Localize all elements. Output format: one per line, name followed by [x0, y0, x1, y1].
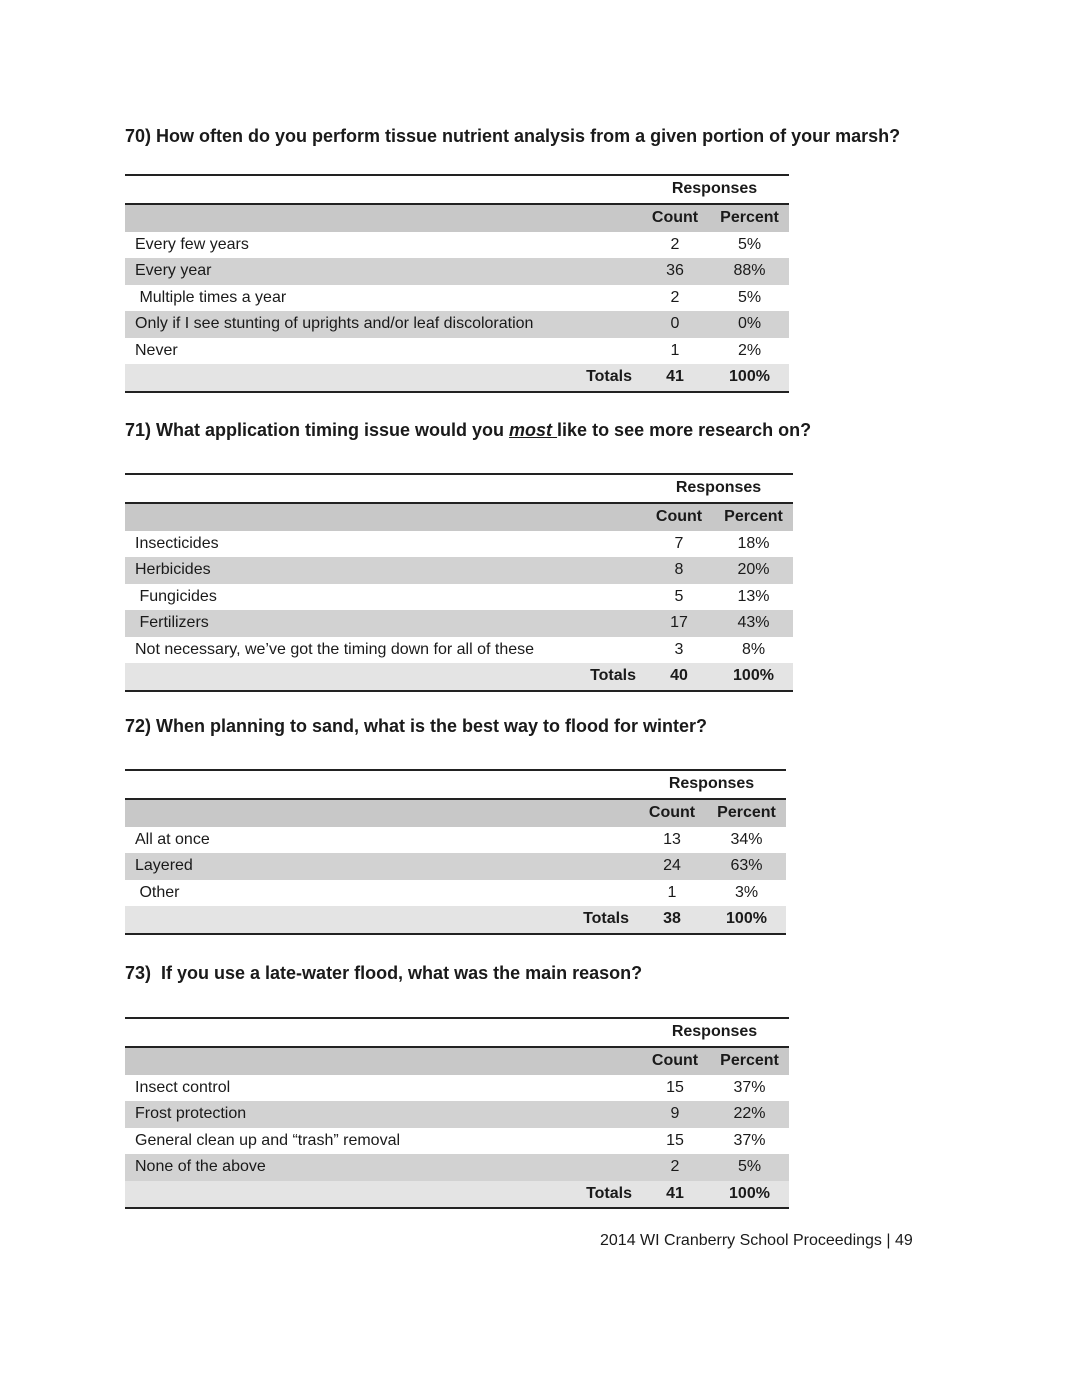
row-percent: 0%: [710, 311, 789, 338]
percent-header: Percent: [710, 204, 789, 232]
totals-row: [125, 906, 786, 934]
totals-label: Totals: [125, 663, 644, 691]
totals-count: 40: [644, 663, 714, 691]
table-row: [125, 311, 789, 338]
totals-row: [125, 364, 789, 392]
row-label: Herbicides: [125, 557, 644, 584]
count-header: Count: [640, 204, 710, 232]
row-count: 24: [637, 853, 707, 880]
totals-count: 38: [637, 906, 707, 934]
row-percent: 13%: [737, 587, 770, 605]
row-label: Only if I see stunting of uprights and/or leaf discoloration: [125, 311, 640, 338]
row-count: 7: [674, 534, 684, 552]
row-count: 17: [644, 610, 714, 637]
row-percent: 88%: [710, 258, 789, 285]
totals-label: Totals: [125, 364, 640, 392]
table-row: [125, 531, 793, 558]
row-percent: 37%: [733, 1078, 766, 1096]
totals-percent: 100%: [707, 906, 786, 934]
table-row: [125, 338, 789, 365]
question-71-title-emphasis: most: [509, 420, 558, 440]
totals-percent: 100%: [710, 1181, 789, 1209]
table-row: [125, 880, 786, 907]
question-71-title-end: like to see more research on?: [557, 420, 812, 440]
responses-header: Responses: [644, 474, 793, 503]
row-label: Other: [135, 883, 180, 901]
row-count: 36: [640, 258, 710, 285]
row-percent: 2%: [737, 341, 762, 359]
table-row: [125, 557, 793, 584]
question-70-title: 70) How often do you perform tissue nutrient analysis from a given portion of your marsh?: [125, 126, 901, 146]
row-percent: 37%: [733, 1131, 766, 1149]
question-72-table: [125, 769, 786, 935]
row-percent: 22%: [710, 1101, 789, 1128]
totals-count: 41: [640, 1181, 710, 1209]
row-count: 9: [640, 1101, 710, 1128]
question-71-title: [125, 420, 811, 441]
table-row: [125, 827, 786, 854]
responses-header: Responses: [637, 770, 786, 799]
row-label: Not necessary, we’ve got the timing down for all of these: [135, 640, 535, 658]
row-count: 2: [670, 288, 680, 306]
row-count: 3: [674, 640, 684, 658]
row-label: Frost protection: [125, 1101, 640, 1128]
row-count: 5: [674, 587, 684, 605]
table-row: [125, 1154, 789, 1181]
row-percent: 5%: [737, 235, 762, 253]
row-label: Fungicides: [135, 587, 217, 605]
row-count: 2: [670, 235, 680, 253]
percent-header: Percent: [714, 503, 793, 531]
totals-percent: 100%: [714, 663, 793, 691]
row-count: 1: [670, 341, 680, 359]
row-percent: 8%: [741, 640, 766, 658]
question-71-table: [125, 473, 793, 692]
count-header: Count: [644, 503, 714, 531]
row-count: 1: [667, 883, 677, 901]
row-percent: 3%: [734, 883, 759, 901]
row-label: Insecticides: [135, 534, 219, 552]
row-label: Fertilizers: [125, 610, 644, 637]
table-row: [125, 285, 789, 312]
question-71-title-start: 71) What application timing issue would you: [125, 420, 510, 440]
row-label: Every few years: [135, 235, 249, 253]
totals-count: 41: [640, 364, 710, 392]
row-count: 0: [640, 311, 710, 338]
count-header: Count: [637, 799, 707, 827]
row-percent: 5%: [710, 1154, 789, 1181]
table-row: [125, 232, 789, 259]
table-row: [125, 637, 793, 664]
table-row: [125, 258, 789, 285]
row-percent: 5%: [737, 288, 762, 306]
question-73-title: 73) If you use a late-water flood, what was the main reason?: [125, 963, 643, 983]
row-label: Every year: [125, 258, 640, 285]
row-count: 15: [666, 1078, 684, 1096]
row-label: Multiple times a year: [135, 288, 287, 306]
row-count: 13: [663, 830, 681, 848]
row-label: All at once: [135, 830, 210, 848]
row-label: Layered: [125, 853, 637, 880]
row-label: None of the above: [125, 1154, 640, 1181]
row-label: Insect control: [135, 1078, 231, 1096]
question-72-title: 72) When planning to sand, what is the best way to flood for winter?: [125, 716, 708, 736]
table-row: [125, 1128, 789, 1155]
row-percent: 20%: [714, 557, 793, 584]
totals-label: Totals: [125, 1181, 640, 1209]
table-row: [125, 853, 786, 880]
responses-header: Responses: [640, 175, 789, 204]
row-percent: 34%: [730, 830, 763, 848]
row-count: 15: [666, 1131, 684, 1149]
row-label: General clean up and “trash” removal: [135, 1131, 401, 1149]
count-header: Count: [640, 1047, 710, 1075]
totals-row: [125, 663, 793, 691]
question-70-table: [125, 174, 789, 393]
table-row: [125, 1075, 789, 1102]
row-percent: 18%: [737, 534, 770, 552]
table-row: [125, 610, 793, 637]
totals-label: Totals: [125, 906, 637, 934]
row-label: Never: [135, 341, 178, 359]
totals-percent: 100%: [710, 364, 789, 392]
table-row: [125, 1101, 789, 1128]
row-percent: 63%: [707, 853, 786, 880]
percent-header: Percent: [707, 799, 786, 827]
question-73-table: [125, 1017, 789, 1209]
page-footer: 2014 WI Cranberry School Proceedings | 49: [600, 1232, 913, 1249]
totals-row: [125, 1181, 789, 1209]
row-percent: 43%: [714, 610, 793, 637]
row-count: 8: [644, 557, 714, 584]
row-count: 2: [640, 1154, 710, 1181]
table-row: [125, 584, 793, 611]
percent-header: Percent: [710, 1047, 789, 1075]
responses-header: Responses: [640, 1018, 789, 1047]
